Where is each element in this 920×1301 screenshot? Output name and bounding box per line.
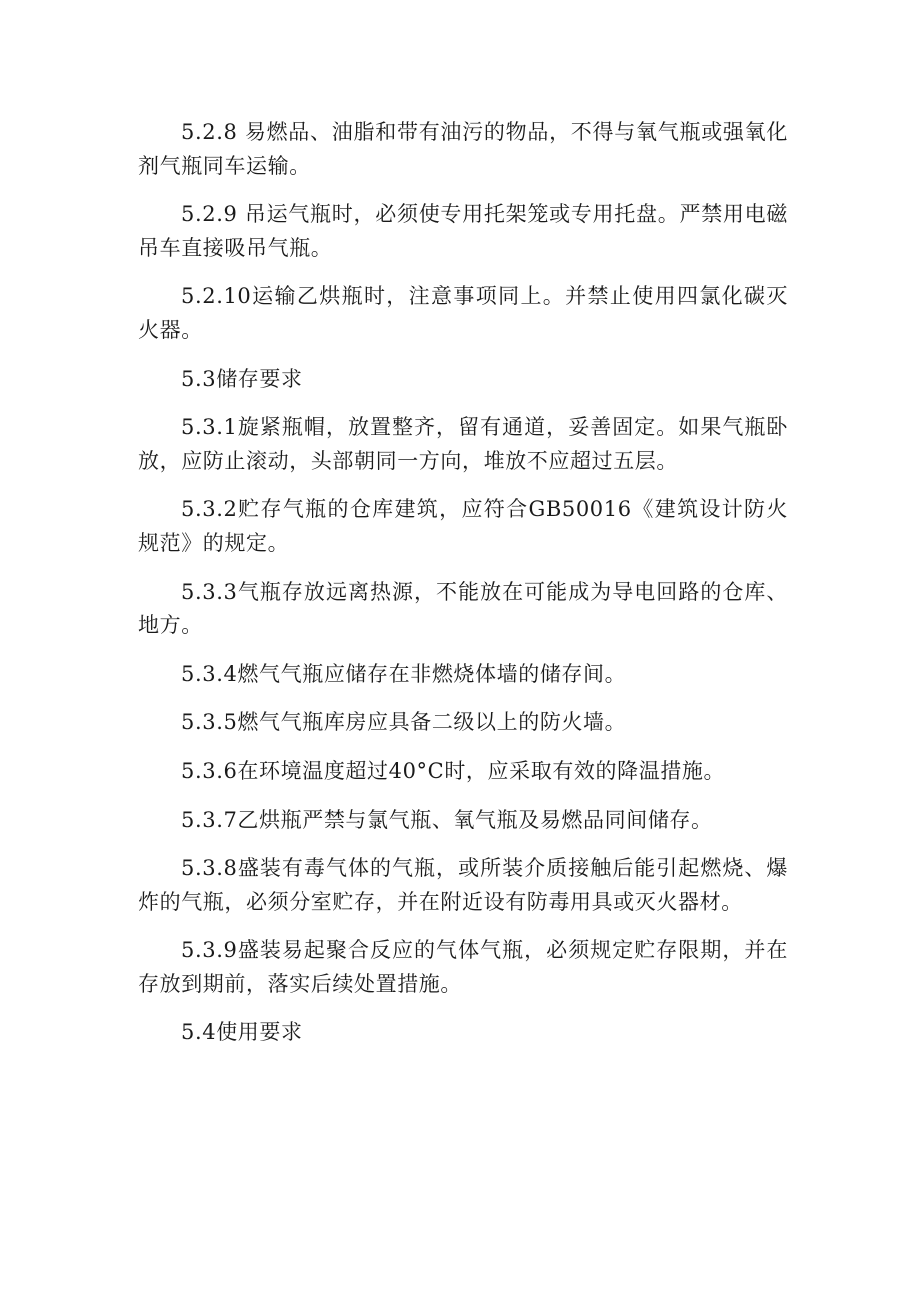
paragraph-5-3-2: 5.3.2贮存气瓶的仓库建筑，应符合GB50016《建筑设计防火规范》的规定。 [138, 497, 788, 555]
paragraph-5-2-10: 5.2.10运输乙烘瓶时，注意事项同上。并禁止使用四氯化碳灭火器。 [138, 284, 788, 342]
paragraph-5-3-3: 5.3.3气瓶存放远离热源，不能放在可能成为导电回路的仓库、地方。 [138, 579, 788, 638]
paragraph-5-3-5: 5.3.5燃气气瓶库房应具备二级以上的防火墙。 [181, 710, 627, 735]
paragraph-5-3-6: 5.3.6在环境温度超过40°C时，应采取有效的降温措施。 [181, 758, 726, 783]
paragraph-5-3-4: 5.3.4燃气气瓶应储存在非燃烧体墙的储存间。 [181, 661, 627, 686]
paragraph-5-3-7: 5.3.7乙烘瓶严禁与氯气瓶、氧气瓶及易燃品同间储存。 [181, 807, 713, 832]
paragraph-5-3-9: 5.3.9盛装易起聚合反应的气体气瓶，必须规定贮存限期，并在存放到期前，落实后续处置措施。 [138, 938, 788, 996]
paragraph-5-3-8: 5.3.8盛装有毒气体的气瓶，或所装介质接触后能引起燃烧、爆炸的气瓶，必须分室贮存，并在附近设有防毒用具或灭火器材。 [138, 856, 788, 914]
section-heading-5-3: 5.3储存要求 [181, 366, 303, 391]
section-heading-5-4: 5.4使用要求 [181, 1020, 303, 1045]
document-body [138, 116, 788, 1065]
paragraph-5-2-9: 5.2.9 吊运气瓶时，必须使专用托架笼或专用托盘。严禁用电磁吊车直接吸吊气瓶。 [138, 202, 788, 260]
paragraph-5-3-1: 5.3.1旋紧瓶帽，放置整齐，留有通道，妥善固定。如果气瓶卧放，应防止滚动，头部朝同一方向，堆放不应超过五层。 [138, 415, 788, 473]
paragraph-5-2-8: 5.2.8 易燃品、油脂和带有油污的物品，不得与氧气瓶或强氧化剂气瓶同车运输。 [138, 120, 788, 178]
